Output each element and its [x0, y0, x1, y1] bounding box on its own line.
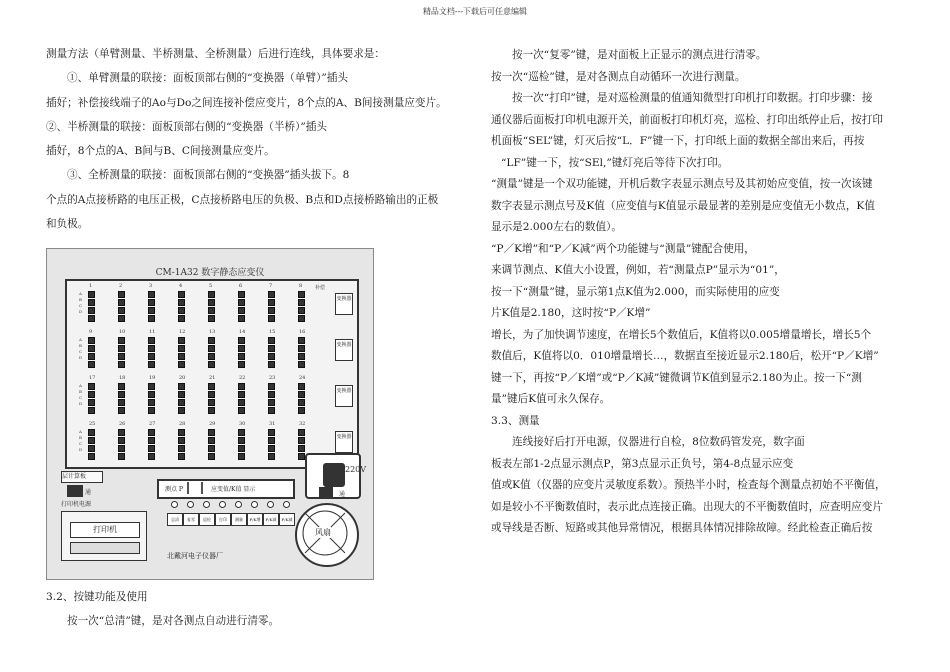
terminal-post	[118, 437, 125, 444]
page-header: 精品文档---下载后可任意编辑	[422, 7, 528, 16]
panel-key: 复零	[183, 513, 199, 526]
terminal-number: 14	[239, 329, 246, 335]
terminal-post	[88, 345, 95, 352]
terminal-post	[178, 453, 185, 460]
text-line: 如是较小不平衡数值时，表示此点连接正确。出现大的不平衡数值时，应查明应变片	[491, 500, 883, 513]
terminal-post	[178, 361, 185, 368]
fan-icon	[295, 503, 359, 567]
text-line: 板表左部1-2点显示测点P，第3点显示正负号，第4-8点显示应变	[491, 457, 794, 470]
terminal-post	[178, 307, 185, 314]
terminal-post	[178, 399, 185, 406]
text-line: 或导线是否断、短路或其他异常情况，根据具体情况排除故障。经此检查正确后按	[491, 522, 873, 534]
text-line: 个点的A点接桥路的电压正极，C点接桥路电压的负极、B点和D点接桥路输出的正极	[46, 193, 439, 206]
terminal-number: 13	[209, 329, 216, 335]
terminal-post	[178, 337, 185, 344]
terminal-post	[298, 291, 305, 298]
terminal-post	[238, 291, 245, 298]
text-line: 增长，为了加快调节速度，在增长5个数值后，K值将以0.005增量增长，增长5个	[491, 328, 872, 341]
display-divider-1	[187, 482, 189, 494]
terminal-post	[208, 315, 215, 322]
text-line: 按一次“总清”键，是对各测点自动进行清零。	[67, 615, 280, 627]
panel-key: 打印	[215, 513, 231, 526]
terminal-post	[268, 383, 275, 390]
terminal-post	[118, 361, 125, 368]
terminal-post	[118, 383, 125, 390]
terminal-post	[238, 391, 245, 398]
terminal-post	[148, 407, 155, 414]
terminal-post	[268, 345, 275, 352]
text-line: 连线接好后打开电源，仪器进行自检，8位数码管发亮，数字面	[512, 436, 805, 448]
terminal-post	[238, 399, 245, 406]
terminal-post	[268, 315, 275, 322]
terminal-post	[208, 437, 215, 444]
terminal-post	[298, 445, 305, 452]
indicator-led	[251, 501, 258, 508]
terminal-number: 15	[269, 329, 276, 335]
text-line: 键一下，再按“P／K增”或“P／K减”键微调节K值到显示2.180为止。按一下“测	[491, 371, 862, 384]
terminal-post	[88, 361, 95, 368]
text-line: 按一下“测量”键，显示第1点K值为2.000，而实际使用的应变	[491, 285, 780, 298]
terminal-post	[298, 353, 305, 360]
text-line: ③、全桥测量的联接：面板顶部右侧的“变换器”插头拔下。8	[67, 169, 350, 182]
left-bottom-text	[46, 588, 279, 636]
text-line: “LF”键一下，按“SEl,”键灯亮后等待下次打印。	[501, 156, 729, 169]
terminal-number: 7	[269, 283, 273, 289]
terminal-post	[148, 307, 155, 314]
terminal-post	[148, 383, 155, 390]
terminal-post	[88, 307, 95, 314]
terminal-post	[88, 291, 95, 298]
terminal-number: 16	[299, 329, 306, 335]
text-line: 量”键后K值可永久保存。	[491, 393, 611, 405]
terminal-number: 18	[119, 375, 126, 381]
terminal-post	[88, 391, 95, 398]
text-line: 按一次“复零”键，是对面板上正显示的测点进行清零。	[512, 49, 767, 61]
text-line: 数字表显示测点号及K值（应变值与K值显示最显著的差别是应变值无小数点，K值	[491, 199, 875, 212]
panel-key: 总清	[167, 513, 183, 526]
terminal-post	[148, 291, 155, 298]
power-socket	[305, 453, 361, 499]
terminal-post	[118, 307, 125, 314]
panel-key: 巡检	[199, 513, 215, 526]
terminal-post	[88, 445, 95, 452]
terminal-post	[88, 407, 95, 414]
terminal-number: 29	[209, 421, 216, 427]
converter-plug-1: 变换器	[335, 293, 353, 315]
panel-key: P/K减	[263, 513, 279, 526]
terminal-post	[268, 361, 275, 368]
terminal-number: 26	[119, 421, 126, 427]
terminal-post	[208, 345, 215, 352]
abcd-label: A B C D	[79, 291, 83, 314]
comp-label: 补偿	[315, 285, 326, 291]
terminal-post	[148, 353, 155, 360]
printer-power-switch	[67, 485, 83, 497]
terminal-post	[118, 399, 125, 406]
terminal-post	[178, 315, 185, 322]
terminal-post	[148, 299, 155, 306]
terminal-post	[178, 353, 185, 360]
terminal-post	[268, 299, 275, 306]
terminal-post	[148, 315, 155, 322]
terminal-post	[118, 391, 125, 398]
printer-paper-roll	[70, 542, 140, 554]
terminal-post	[148, 437, 155, 444]
abcd-label: A B C D	[79, 337, 83, 360]
terminal-post	[268, 437, 275, 444]
terminal-number: 8	[299, 283, 303, 289]
terminal-post	[148, 391, 155, 398]
panel-key: P/K增	[247, 513, 263, 526]
printer-power-label: 打印机电源	[61, 501, 92, 508]
fan-label: 风扇	[315, 528, 331, 537]
text-line: “测量”键是一个双功能键，开机后数字表显示测点号及其初始应变值，按一次该键	[491, 178, 873, 190]
terminal-post	[268, 307, 275, 314]
text-line: 通仪器后面板打印机电源开关，前面板打印机灯亮，巡检、打印出纸停止后，按打印	[491, 113, 883, 126]
terminal-post	[118, 429, 125, 436]
terminal-post	[298, 429, 305, 436]
terminal-number: 4	[179, 283, 183, 289]
terminal-number: 32	[299, 421, 306, 427]
printer-unit	[61, 511, 147, 561]
terminal-post	[178, 391, 185, 398]
terminal-post	[238, 453, 245, 460]
text-line: 片K值是2.180，这时按“P／K增”	[491, 307, 651, 319]
terminal-post	[208, 429, 215, 436]
terminal-number: 11	[149, 329, 156, 335]
terminal-post	[268, 337, 275, 344]
terminal-post	[208, 391, 215, 398]
terminal-post	[268, 453, 275, 460]
text-line: 3.3、测量	[491, 414, 540, 427]
terminal-post	[178, 345, 185, 352]
terminal-panel	[65, 279, 359, 469]
terminal-post	[238, 437, 245, 444]
terminal-post	[178, 291, 185, 298]
text-line: 插好；补偿接线端子的Ao与Do之间连接补偿应变片，8个点的A、B间接测量应变片。	[46, 96, 447, 109]
terminal-post	[118, 445, 125, 452]
display-divider-2	[201, 482, 203, 494]
left-column	[46, 45, 447, 239]
printer-power-open: 通	[85, 489, 92, 496]
terminal-post	[148, 399, 155, 406]
terminal-number: 28	[179, 421, 186, 427]
terminal-post	[298, 299, 305, 306]
terminal-post	[148, 445, 155, 452]
terminal-number: 21	[209, 375, 216, 381]
terminal-post	[88, 399, 95, 406]
text-line: 机面板“SEL”键，灯灭后按“L．F”键一下，打印纸上面的数据全部出来后，再按	[491, 135, 865, 147]
text-line: 按一次“打印”键，是对巡检测量的值通知微型打印机打印数据。打印步骤：接	[512, 92, 873, 104]
terminal-grid	[79, 283, 329, 467]
voltage-label: 220V	[345, 465, 367, 474]
terminal-post	[238, 299, 245, 306]
text-line: ②、半桥测量的联接：面板顶部右侧的“变换器（半桥）”插头	[46, 120, 327, 133]
terminal-post	[298, 391, 305, 398]
terminal-post	[238, 337, 245, 344]
terminal-post	[208, 383, 215, 390]
terminal-post	[298, 407, 305, 414]
terminal-post	[148, 453, 155, 460]
indicator-led	[267, 501, 274, 508]
terminal-post	[298, 345, 305, 352]
terminal-post	[118, 337, 125, 344]
terminal-post	[298, 399, 305, 406]
terminal-number: 23	[269, 375, 276, 381]
terminal-post	[298, 315, 305, 322]
terminal-post	[238, 445, 245, 452]
indicator-led	[219, 501, 226, 508]
text-line: 来调节测点、K值大小设置，例如，若“测量点P”显示为“01”，	[491, 264, 785, 276]
terminal-post	[118, 315, 125, 322]
text-line: 3.2、按键功能及使用	[46, 591, 148, 603]
terminal-number: 22	[239, 375, 246, 381]
right-column	[491, 45, 886, 540]
terminal-number: 30	[239, 421, 246, 427]
terminal-post	[208, 291, 215, 298]
terminal-number: 19	[149, 375, 156, 381]
terminal-post	[298, 453, 305, 460]
terminal-number: 6	[239, 283, 243, 289]
abcd-label: A B C D	[79, 383, 83, 406]
terminal-post	[118, 345, 125, 352]
terminal-number: 31	[269, 421, 276, 427]
abcd-label: A B C D	[79, 429, 83, 452]
terminal-post	[268, 429, 275, 436]
terminal-post	[268, 353, 275, 360]
calc-board-label: 层计算板	[61, 471, 103, 483]
indicator-led	[235, 501, 242, 508]
terminal-number: 3	[149, 283, 153, 289]
terminal-post	[208, 307, 215, 314]
terminal-post	[298, 337, 305, 344]
terminal-post	[88, 437, 95, 444]
terminal-number: 20	[179, 375, 186, 381]
terminal-post	[178, 299, 185, 306]
terminal-post	[88, 315, 95, 322]
terminal-post	[298, 361, 305, 368]
terminal-post	[268, 445, 275, 452]
terminal-post	[268, 399, 275, 406]
manufacturer-label: 北戴河电子仪器厂	[167, 552, 223, 560]
text-line: 值或K值（仪器的应变片灵敏度系数）。预热半小时，检查每个测量点初始不平衡值，	[491, 479, 886, 491]
device-title: CM-1A32 数字静态应变仪	[155, 268, 265, 278]
panel-key: P/K减	[279, 513, 295, 526]
strain-gauge-panel-diagram	[46, 248, 374, 580]
display-left-label: 测点 P	[165, 486, 183, 493]
terminal-post	[88, 453, 95, 460]
terminal-post	[178, 429, 185, 436]
terminal-post	[178, 437, 185, 444]
terminal-post	[178, 445, 185, 452]
terminal-post	[268, 291, 275, 298]
terminal-post	[118, 291, 125, 298]
terminal-post	[238, 429, 245, 436]
terminal-post	[298, 383, 305, 390]
indicator-led	[283, 501, 290, 508]
terminal-post	[208, 337, 215, 344]
terminal-number: 17	[89, 375, 96, 381]
terminal-post	[268, 391, 275, 398]
terminal-post	[148, 361, 155, 368]
terminal-post	[88, 337, 95, 344]
panel-key: 测量	[231, 513, 247, 526]
text-line: 和负极。	[46, 218, 89, 231]
terminal-post	[178, 383, 185, 390]
terminal-number: 24	[299, 375, 306, 381]
digital-display	[157, 479, 295, 499]
printer-label: 打印机	[70, 522, 140, 538]
terminal-post	[238, 307, 245, 314]
terminal-post	[238, 407, 245, 414]
indicator-led	[171, 501, 178, 508]
terminal-post	[208, 299, 215, 306]
main-power-on: 通	[339, 491, 346, 498]
converter-plug-3: 变换器	[335, 385, 353, 407]
terminal-number: 9	[89, 329, 93, 335]
terminal-post	[238, 361, 245, 368]
main-power-switch	[319, 487, 333, 499]
terminal-number: 27	[149, 421, 156, 427]
terminal-post	[208, 445, 215, 452]
terminal-post	[208, 453, 215, 460]
converter-plug-2: 变换器	[335, 339, 353, 361]
converter-plug-4: 变换器	[335, 431, 353, 453]
terminal-number: 2	[119, 283, 123, 289]
terminal-post	[238, 353, 245, 360]
terminal-post	[88, 429, 95, 436]
terminal-post	[298, 307, 305, 314]
terminal-post	[148, 337, 155, 344]
terminal-post	[208, 399, 215, 406]
terminal-post	[88, 353, 95, 360]
terminal-post	[238, 345, 245, 352]
text-line: 数值后，K值将以0．010增量增长…，数据直至接近显示2.180后，松开“P／K增”	[491, 350, 879, 362]
text-line: “P／K增”和“P／K减”两个功能键与“测量”键配合使用，	[491, 242, 755, 255]
terminal-number: 25	[89, 421, 96, 427]
terminal-post	[178, 407, 185, 414]
terminal-post	[208, 361, 215, 368]
terminal-number: 1	[89, 283, 93, 289]
terminal-number: 10	[119, 329, 126, 335]
text-line: 按一次“巡检”键，是对各测点自动循环一次进行测量。	[491, 70, 746, 83]
terminal-post	[88, 299, 95, 306]
terminal-post	[118, 299, 125, 306]
terminal-post	[88, 383, 95, 390]
terminal-post	[298, 437, 305, 444]
terminal-post	[208, 407, 215, 414]
display-right-label: 应变值/K值 显示	[211, 486, 256, 493]
terminal-number: 5	[209, 283, 213, 289]
indicator-led	[187, 501, 194, 508]
terminal-post	[238, 315, 245, 322]
terminal-post	[268, 407, 275, 414]
terminal-post	[118, 453, 125, 460]
terminal-post	[118, 407, 125, 414]
terminal-post	[238, 383, 245, 390]
terminal-number: 12	[179, 329, 186, 335]
text-line: 显示是2.000左右的数值）。	[491, 221, 622, 233]
terminal-post	[118, 353, 125, 360]
text-line: 插好，8个点的A、B间与B、C间接测量应变片。	[46, 145, 275, 158]
indicator-led	[203, 501, 210, 508]
terminal-post	[148, 345, 155, 352]
text-line: ①、单臂测量的联接：面板顶部右侧的“变换器（单臂）”插头	[67, 72, 348, 85]
text-line: 测量方法（单臂测量、半桥测量、全桥测量）后进行连线，具体要求是：	[46, 48, 385, 60]
terminal-post	[208, 353, 215, 360]
terminal-post	[148, 429, 155, 436]
